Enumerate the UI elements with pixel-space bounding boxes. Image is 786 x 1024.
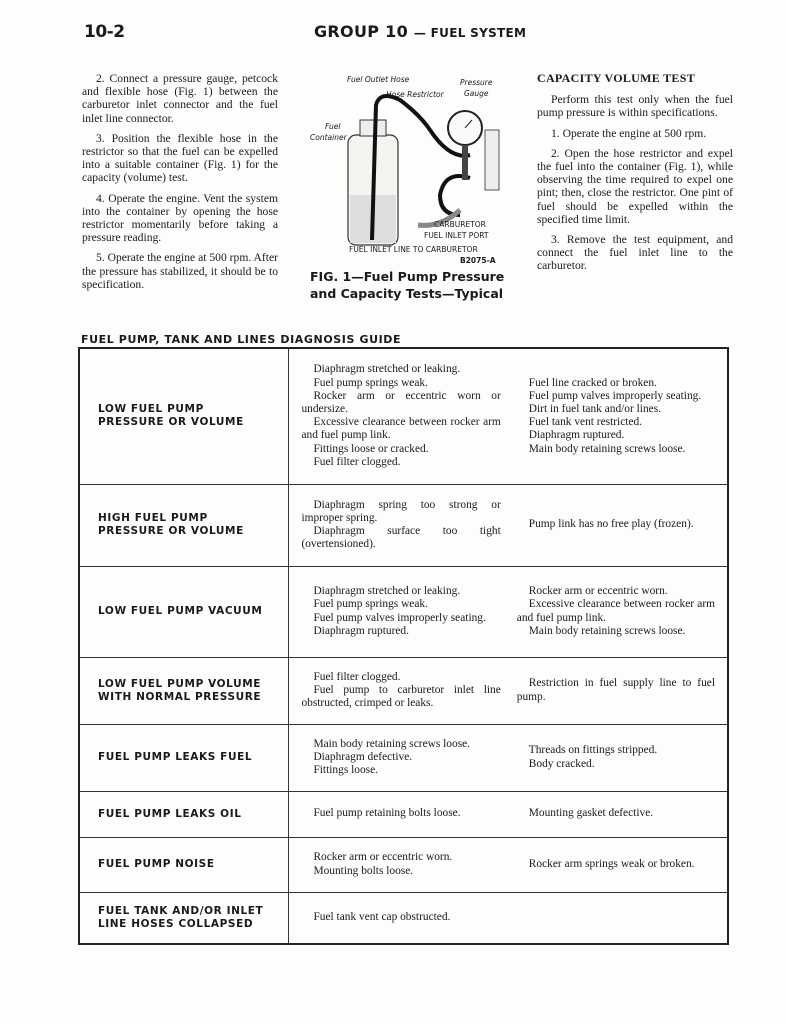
condition-cell [79, 791, 289, 837]
condition-text: LOW FUEL PUMP VACUUM [98, 605, 263, 617]
causes-cell [507, 566, 728, 657]
cause-item: Diaphragm defective. [313, 750, 413, 763]
cause-item: Fuel tank vent cap obstructed. [313, 911, 451, 924]
cause-item: Fittings loose or cracked. [313, 442, 429, 455]
section-title: — FUEL SYSTEM [413, 26, 527, 40]
cause-item: Fuel tank vent restricted. [528, 416, 643, 429]
cause-item: Excessive clearance between rocker arm and fuel pump link. [516, 598, 715, 624]
table-row [79, 724, 728, 791]
cause-item: Threads on fittings stripped. [528, 744, 658, 757]
diagnosis-guide-title: FUEL PUMP, TANK AND LINES DIAGNOSIS GUIDE [81, 333, 402, 346]
causes-cell [507, 657, 728, 724]
group-title: GROUP 10 [314, 22, 409, 41]
cause-item: Fittings loose. [313, 764, 378, 777]
cause-item: Excessive clearance between rocker arm and fuel pump link. [301, 416, 501, 442]
condition-text: WITH NORMAL PRESSURE [98, 690, 262, 703]
causes-cell [289, 348, 507, 484]
cause-item: Diaphragm ruptured. [528, 429, 625, 442]
causes-cell [507, 484, 728, 566]
page-header [314, 22, 526, 41]
table-row [79, 657, 728, 724]
causes-cell [507, 724, 728, 791]
diagnosis-table [78, 347, 729, 945]
causes-cell [289, 892, 507, 944]
causes-cell [289, 566, 507, 657]
page-number: 10-2 [84, 22, 125, 42]
caption-line-2: and Capacity Tests—Typical [310, 286, 504, 301]
cause-item: Rocker arm springs weak or broken. [528, 857, 695, 870]
table-row [79, 892, 728, 944]
table-row [79, 348, 728, 484]
cause-item: Mounting gasket defective. [528, 807, 654, 820]
causes-cell [289, 484, 507, 566]
step-5: 5. Operate the engine at 500 rpm. After the pressure has stabilized, it should be to specification. [82, 251, 278, 291]
condition-text: LOW FUEL PUMP [98, 403, 204, 416]
cause-item: Rocker arm or eccentric worn or undersize. [301, 389, 501, 416]
figure-code: B2075-A [460, 256, 496, 265]
caption-line-1: FIG. 1—Fuel Pump Pressure [310, 269, 505, 284]
condition-cell [79, 724, 289, 791]
condition-text: FUEL TANK AND/OR INLET [98, 904, 264, 917]
label-fuel-inlet-port: FUEL INLET PORT [424, 231, 489, 240]
causes-cell [507, 892, 728, 944]
condition-cell [79, 837, 289, 892]
left-column [82, 72, 278, 298]
causes-cell [289, 791, 507, 837]
cause-item: Rocker arm or eccentric worn. [528, 585, 668, 598]
label-fuel-inlet-line: FUEL INLET LINE TO CARBURETOR [349, 245, 478, 254]
condition-cell [79, 348, 289, 484]
cause-item: Main body retaining screws loose. [528, 442, 686, 455]
table-row [79, 484, 728, 566]
label-gauge: Gauge [464, 89, 489, 98]
figure-caption [310, 268, 504, 302]
condition-text: LINE HOSES COLLAPSED [98, 917, 254, 930]
cause-item: Fuel filter clogged. [313, 455, 401, 468]
cause-item: Diaphragm stretched or leaking. [313, 363, 461, 376]
label-pressure: Pressure [460, 78, 493, 87]
cause-item: Fuel pump valves improperly seating. [528, 389, 702, 402]
causes-cell [507, 348, 728, 484]
cause-item: Restriction in fuel supply line to fuel pump. [516, 677, 715, 703]
causes-cell [507, 791, 728, 837]
cause-item: Diaphragm ruptured. [313, 624, 409, 637]
paragraph: Perform this test only when the fuel pump pressure is within specifications. [537, 93, 733, 120]
cause-item: Fuel filter clogged. [313, 670, 401, 683]
cause-item: Fuel pump springs weak. [313, 598, 428, 611]
condition-cell [79, 892, 289, 944]
table-row [79, 791, 728, 837]
condition-text: PRESSURE OR VOLUME [98, 525, 244, 537]
cause-item: Diaphragm spring too strong or improper spring. [301, 498, 501, 524]
paragraph: 1. Operate the engine at 500 rpm. [551, 126, 707, 140]
condition-cell [79, 566, 289, 657]
cause-item: Fuel pump to carburetor inlet line obstructed, crimped or leaks. [301, 683, 501, 710]
condition-text: FUEL PUMP LEAKS OIL [98, 807, 242, 820]
step-4: 4. Operate the engine. Vent the system into the container by opening the hose restrictor momentarily before taking a pressure reading. [82, 191, 278, 245]
cause-item: Fuel line cracked or broken. [528, 376, 657, 389]
capacity-test-heading: CAPACITY VOLUME TEST [537, 71, 696, 85]
right-column [537, 72, 733, 280]
cause-item: Main body retaining screws loose. [313, 737, 471, 750]
cause-item: Diaphragm surface too tight (overtensioned). [301, 525, 501, 551]
step-2: 2. Connect a pressure gauge, petcock and flexible hose (Fig. 1) between the carburetor inlet connector and the fuel inlet line connector. [82, 72, 278, 125]
cause-item: Fuel pump springs weak. [313, 376, 428, 389]
condition-cell [79, 484, 289, 566]
causes-cell [289, 657, 507, 724]
causes-cell [289, 724, 507, 791]
paragraph: 2. Open the hose restrictor and expel the fuel into the container (Fig. 1), while observing the time required to expel one pint; then, close the restrictor. One pint of fuel should be expelled within the specified time limit. [537, 146, 733, 226]
cause-item: Fuel pump retaining bolts loose. [313, 807, 461, 820]
condition-text: LOW FUEL PUMP VOLUME [98, 677, 262, 690]
causes-cell [507, 837, 728, 892]
cause-item: Diaphragm stretched or leaking. [313, 585, 461, 598]
cause-item: Pump link has no free play (frozen). [528, 518, 694, 531]
cause-item: Body cracked. [528, 757, 595, 770]
table-row [79, 566, 728, 657]
condition-text: FUEL PUMP LEAKS FUEL [98, 751, 253, 763]
step-3: 3. Position the flexible hose in the restrictor so that the fuel can be expelled into a suitable container (Fig. 1) for the capacity (volume) test. [82, 131, 278, 185]
label-hose-restrictor: Hose Restrictor [386, 90, 444, 99]
cause-item: Rocker arm or eccentric worn. [313, 851, 453, 864]
condition-text: PRESSURE OR VOLUME [98, 416, 244, 429]
cause-item: Dirt in fuel tank and/or lines. [528, 403, 662, 416]
cause-item: Mounting bolts loose. [313, 864, 414, 877]
label-fuel-outlet-hose: Fuel Outlet Hose [347, 75, 410, 84]
condition-cell [79, 657, 289, 724]
cause-item: Fuel pump valves improperly seating. [313, 611, 486, 624]
cause-item: Main body retaining screws loose. [528, 624, 686, 637]
condition-text: FUEL PUMP NOISE [98, 858, 215, 870]
table-row [79, 837, 728, 892]
condition-text: HIGH FUEL PUMP [98, 512, 208, 524]
causes-cell [289, 837, 507, 892]
paragraph: 3. Remove the test equipment, and connect the fuel inlet line to the carburetor. [537, 233, 733, 273]
label-container: Container [310, 133, 347, 142]
label-fuel: Fuel [325, 122, 341, 131]
label-carburetor: CARBURETOR [434, 220, 486, 229]
